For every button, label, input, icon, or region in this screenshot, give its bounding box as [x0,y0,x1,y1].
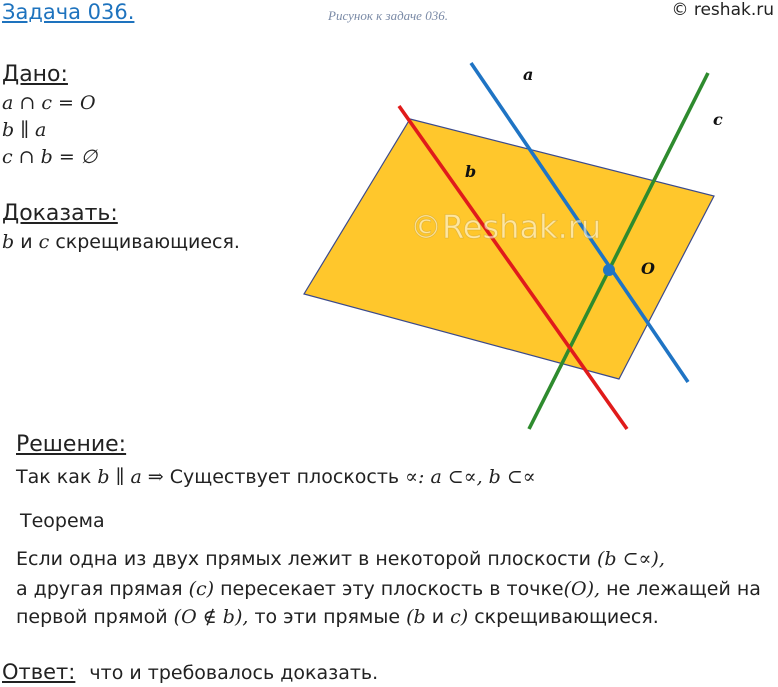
given-line-1: a ∩ c = O [2,92,96,114]
theorem-label: Теорема [20,510,105,532]
thm1-text: Если одна из двух прямых лежит в некоторой плоскости [16,548,591,570]
given-line-3: c ∩ b = ∅ [2,146,98,168]
solution-line-1 [16,466,536,488]
copyright-notice: © reshak.ru [671,0,774,20]
thm3-math2: (b [406,606,426,628]
prove-heading: Доказать: [2,201,118,226]
thm2-math1: (c) [188,578,215,600]
theorem-line-1 [16,548,665,570]
prove-rest: скрещивающиеся. [55,231,240,253]
sol1-math2: ∝: a ⊂∝, b ⊂∝ [405,466,536,488]
thm2-text1: а другая прямая [16,578,183,600]
label-o: O [641,259,655,278]
label-b: b [465,162,477,181]
watermark-text: ©Reshak.ru [410,208,602,246]
prove-var-c: c [38,231,50,253]
sol1-math1: b ∥ a ⇒ [97,466,164,488]
theorem-line-2 [16,578,761,600]
thm2-math2: (O), [563,578,601,600]
given-line-2: b ∥ a [2,119,47,141]
solution-heading: Решение: [16,432,127,457]
thm3-math1: (O ∉ b), [173,606,249,628]
answer-text: что и требовалось доказать. [89,662,379,684]
thm3-math3: c) [450,606,469,628]
prove-and: и [20,231,33,253]
thm3-and: и [431,606,445,628]
given-heading: Дано: [2,62,68,87]
answer-label: Ответ: [2,660,76,684]
answer-line [2,660,378,684]
sol1-text2: Существует плоскость [169,466,400,488]
thm2-text2: пересекает эту плоскость в точке [220,578,564,600]
prove-var-b: b [2,231,15,253]
figure-caption: Рисунок к задаче 036. [328,8,448,23]
thm3-text1: первой прямой [16,606,168,628]
theorem-line-3 [16,606,659,628]
sol1-text1: Так как [16,466,92,488]
thm2-text3: не лежащей на [606,578,761,600]
thm3-text3: скрещивающиеся. [474,606,659,628]
plane-alpha [304,119,714,379]
problem-title-link[interactable]: Задача 036. [2,0,135,24]
label-c: c [713,110,723,129]
point-o [603,264,615,276]
thm1-math: (b ⊂∝), [597,548,665,570]
label-a: a [523,65,534,84]
thm3-text2: то эти прямые [254,606,401,628]
